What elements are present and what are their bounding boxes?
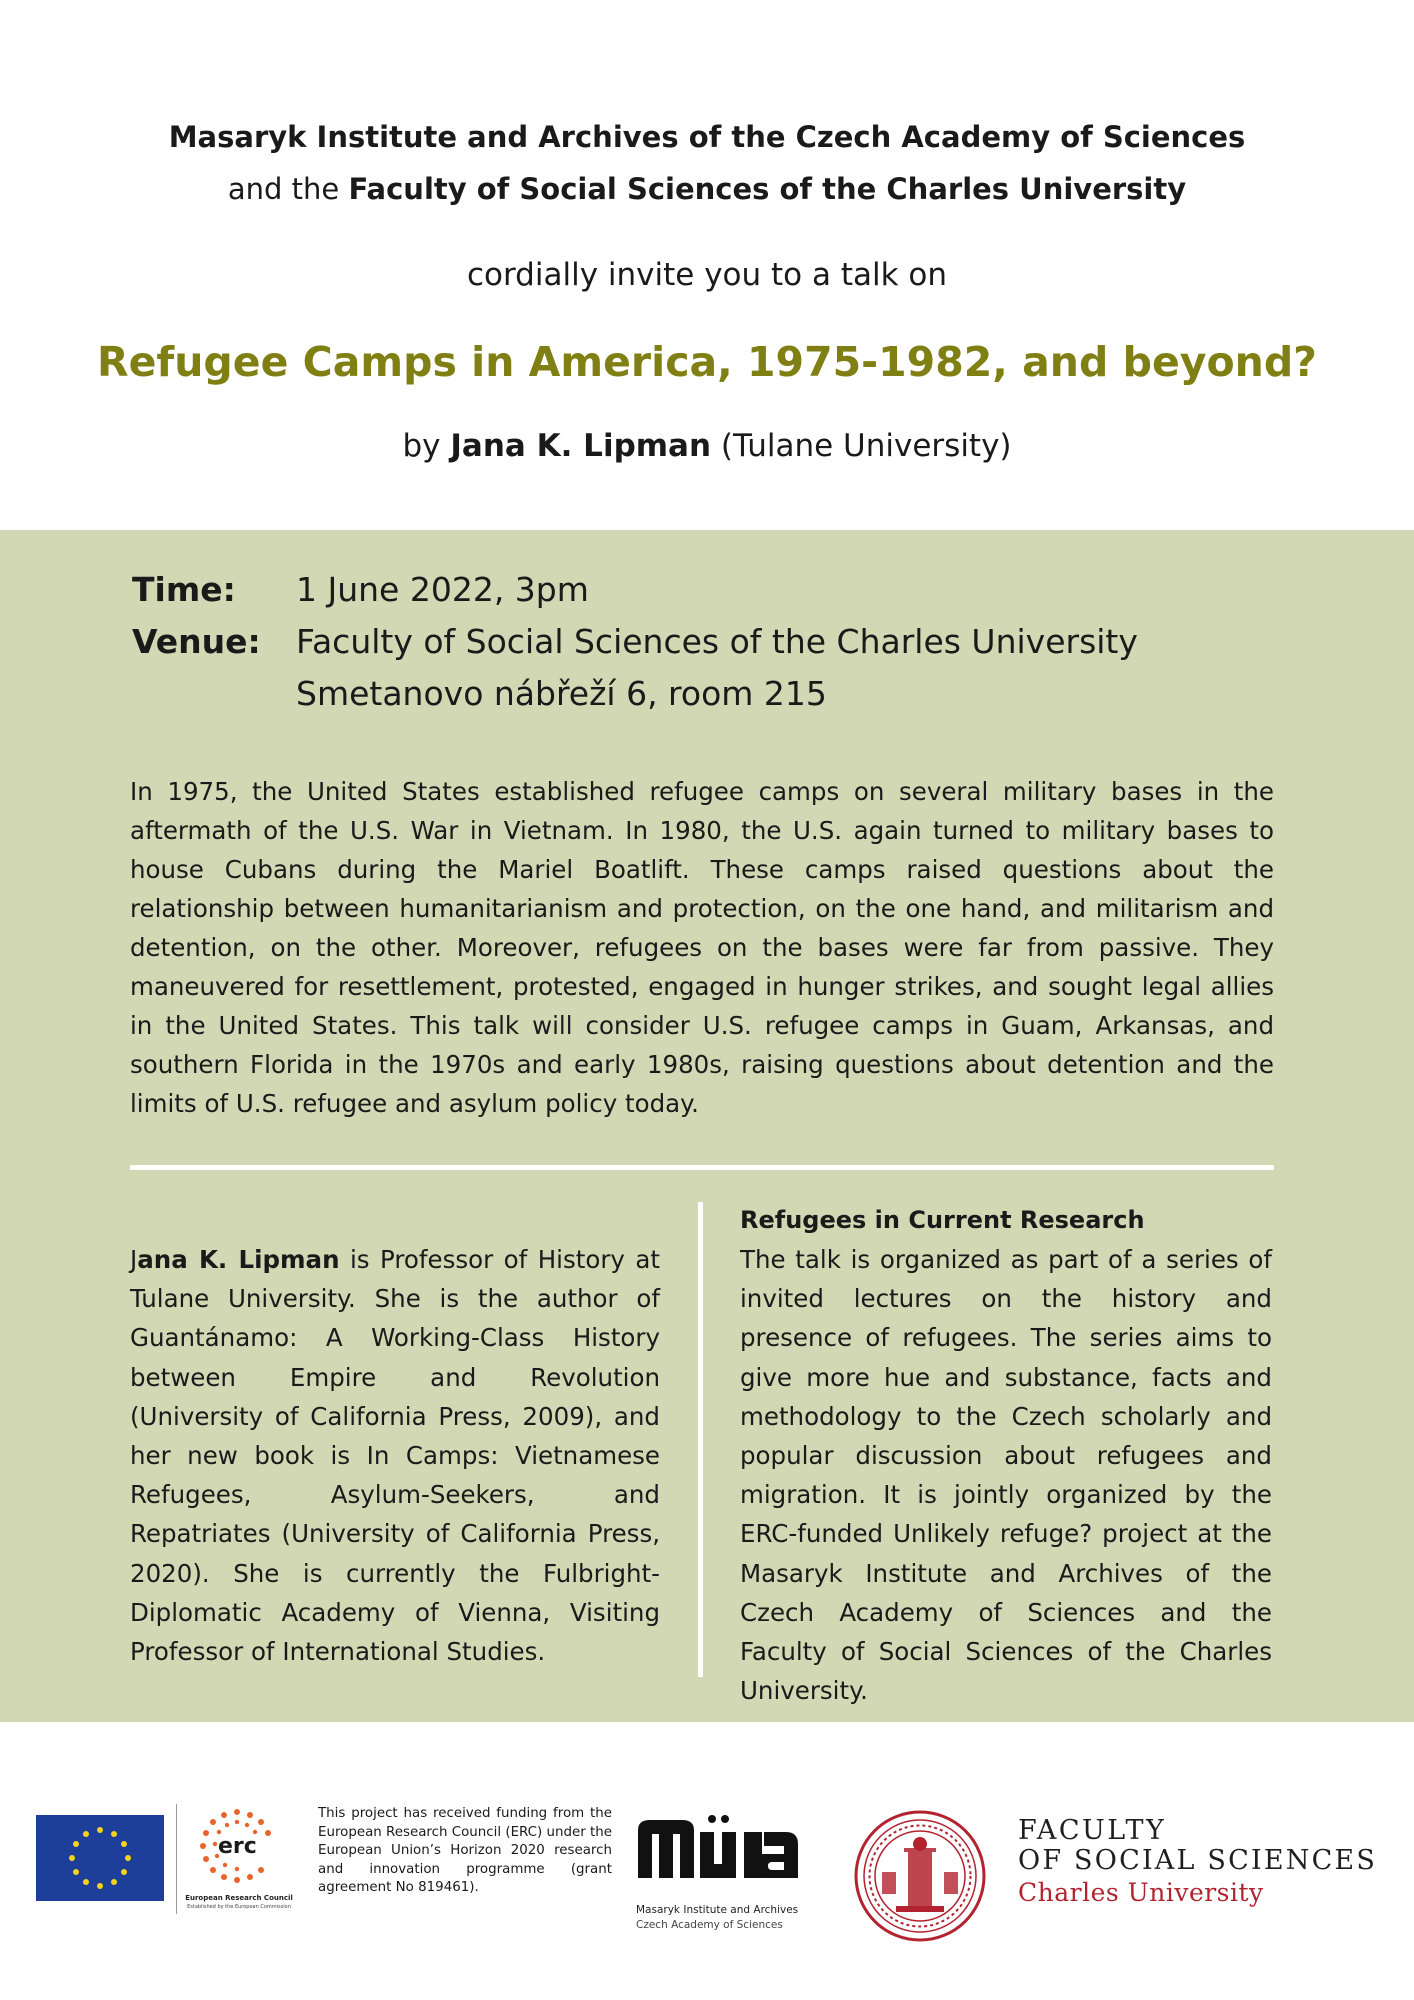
bio-text: is Professor of History at Tulane University. She is the author of Guantánamo: A Working-Class History between Empire and Revolution (University of California Press, 2009), and her new book is In Camps: Vietnamese Refugees, Asylum-Seekers, and Repatriates (University of California Press, 2020). She is currently the Fulbright-Diplomatic Academy of Vienna, Visiting Professor of International Studies. [130, 1245, 660, 1667]
bio-name-initial: J [130, 1245, 138, 1274]
venue-label: Venue: [132, 622, 261, 661]
invitation-header [0, 0, 1414, 530]
eu-flag-icon [36, 1815, 164, 1901]
speaker-name: Jana K. Lipman [450, 428, 712, 464]
faculty-wordmark-3: Charles University [1018, 1878, 1264, 1907]
host-prefix: and the [227, 172, 349, 206]
by-prefix: by [402, 428, 451, 464]
faculty-wordmark-1: FACULTY [1018, 1815, 1167, 1846]
invite-line: cordially invite you to a talk on [466, 257, 948, 293]
charles-university-seal-icon [852, 1808, 988, 1944]
host-faculty: Faculty of Social Sciences of the Charles University [348, 172, 1187, 206]
faculty-wordmark-2: OF SOCIAL SCIENCES [1018, 1845, 1378, 1876]
logo-separator [176, 1804, 177, 1914]
time-label: Time: [132, 570, 236, 609]
host-institution-2 [0, 172, 1414, 206]
talk-title: Refugee Camps in America, 1975-1982, and beyond? [97, 338, 1317, 386]
mua-logo-icon [636, 1814, 800, 1880]
erc-subcaption: Established by the European Commission [187, 1904, 291, 1910]
talk-abstract [130, 772, 1274, 1123]
venue-line-2: Smetanovo nábřeží 6, room 215 [296, 674, 827, 713]
erc-logo [184, 1804, 293, 1914]
speaker-byline [0, 428, 1414, 464]
bio-name: ana K. Lipman [137, 1245, 340, 1274]
mua-caption-1: Masaryk Institute and Archives [636, 1904, 799, 1916]
mua-caption-2: Czech Academy of Sciences [636, 1919, 783, 1931]
erc-caption: European Research Council [185, 1894, 293, 1902]
speaker-affiliation: (Tulane University) [711, 428, 1012, 464]
host-institution-1: Masaryk Institute and Archives of the Czech Academy of Sciences [168, 120, 1246, 154]
time-value: 1 June 2022, 3pm [296, 570, 589, 609]
series-heading: Refugees in Current Research [740, 1206, 1145, 1234]
series-description: The talk is organized as part of a series of invited lectures on the history and presence of refugees. The series aims to give more hue and substance, facts and methodology to the Czech scholarly and popular discussion about refugees and migration. It is jointly organized by the ERC-funded Unlikely refuge? project at the Masaryk Institute and Archives of the Czech Academy of Sciences and the Faculty of Social Sciences of the Charles University. [740, 1245, 1272, 1706]
footer-logos [0, 1722, 1414, 2000]
speaker-bio [130, 1240, 660, 1671]
venue-line-1: Faculty of Social Sciences of the Charles University [296, 622, 1138, 661]
horizontal-divider [130, 1165, 1274, 1170]
funding-notice: This project has received funding from the European Research Council (ERC) under the European Union’s Horizon 2020 research and innovation programme (grant agreement No 819461). [318, 1806, 612, 1896]
erc-wordmark: erc [218, 1834, 257, 1859]
abstract-text: In 1975, the United States established refugee camps on several military bases in the aftermath of the U.S. War in Vietnam. In 1980, the U.S. again turned to military bases to house Cubans during the Mariel Boatlift. These camps raised questions about the relationship between humanitarianism and protection, on the one hand, and militarism and detention, on the other. Moreover, refugees on the bases were far from passive. They maneuvered for resettlement, protested, engaged in hunger strikes, and sought legal allies in the United States. This talk will consider U.S. refugee camps in Guam, Arkansas, and southern Florida in the 1970s and early 1980s, raising questions about detention and the limits of U.S. refugee and asylum policy today. [130, 777, 1274, 1118]
vertical-divider [698, 1202, 703, 1677]
